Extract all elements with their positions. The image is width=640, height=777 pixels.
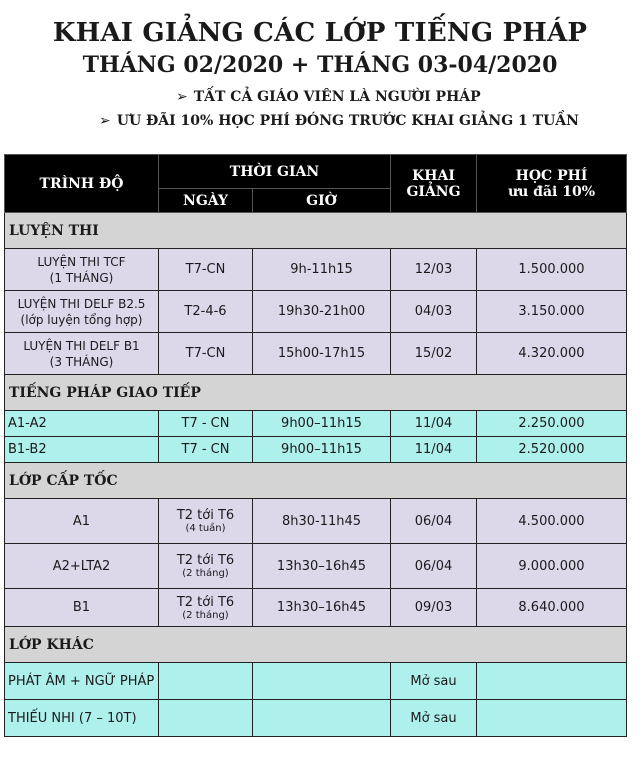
day-cell: T2 tới T6 (2 tháng) <box>159 589 253 627</box>
hour-cell: 9h00–11h15 <box>253 437 391 463</box>
level-cell: LUYỆN THI DELF B2.5 (lớp luyện tổng hợp) <box>5 291 159 333</box>
day-cell: T2 tới T6 (2 tháng) <box>159 544 253 589</box>
day-cell: T7 - CN <box>159 411 253 437</box>
page-title: KHAI GIẢNG CÁC LỚP TIẾNG PHÁP <box>52 18 588 48</box>
fee-cell <box>477 663 627 700</box>
start-cell: 15/02 <box>391 333 477 375</box>
day-cell: T7-CN <box>159 333 253 375</box>
table-row <box>5 544 627 589</box>
section-title: TIẾNG PHÁP GIAO TIẾP <box>5 375 627 411</box>
level-cell: B1 <box>5 589 159 627</box>
hour-cell: 13h30–16h45 <box>253 589 391 627</box>
start-cell: Mở sau <box>391 663 477 700</box>
header-start: KHAI GIẢNG <box>391 155 477 213</box>
arrow-right-icon: ➢ <box>99 113 111 129</box>
level-cell: B1-B2 <box>5 437 159 463</box>
start-cell: Mở sau <box>391 700 477 737</box>
day-cell <box>159 700 253 737</box>
start-cell: 09/03 <box>391 589 477 627</box>
table-row <box>5 663 627 700</box>
start-cell: 04/03 <box>391 291 477 333</box>
table-row <box>5 700 627 737</box>
table-row <box>5 411 627 437</box>
table-row <box>5 333 627 375</box>
table-row <box>5 589 627 627</box>
fee-cell: 4.500.000 <box>477 499 627 544</box>
hour-cell: 19h30-21h00 <box>253 291 391 333</box>
header-time: THỜI GIAN <box>159 155 391 189</box>
hour-cell: 8h30-11h45 <box>253 499 391 544</box>
header-day: NGÀY <box>159 189 253 213</box>
fee-cell <box>477 700 627 737</box>
fee-cell: 8.640.000 <box>477 589 627 627</box>
hour-cell: 13h30–16h45 <box>253 544 391 589</box>
note-discount: ➢ ƯU ĐÃI 10% HỌC PHÍ ĐÓNG TRƯỚC KHAI GIẢNG 1 TUẦN <box>99 113 579 129</box>
day-cell: T7 - CN <box>159 437 253 463</box>
hour-cell <box>253 663 391 700</box>
header-hour: GIỜ <box>253 189 391 213</box>
start-cell: 11/04 <box>391 437 477 463</box>
level-cell: LUYỆN THI DELF B1 (3 THÁNG) <box>5 333 159 375</box>
level-cell: A2+LTA2 <box>5 544 159 589</box>
section-title: LUYỆN THI <box>5 213 627 249</box>
section-title: LỚP CẤP TỐC <box>5 463 627 499</box>
arrow-right-icon: ➢ <box>176 89 188 105</box>
hour-cell: 9h-11h15 <box>253 249 391 291</box>
page-subtitle: THÁNG 02/2020 + THÁNG 03-04/2020 <box>82 52 558 78</box>
fee-cell: 2.250.000 <box>477 411 627 437</box>
table-row <box>5 249 627 291</box>
fee-cell: 4.320.000 <box>477 333 627 375</box>
level-cell: A1 <box>5 499 159 544</box>
day-cell: T2 tới T6 (4 tuần) <box>159 499 253 544</box>
day-cell: T7-CN <box>159 249 253 291</box>
start-cell: 06/04 <box>391 499 477 544</box>
level-cell: THIẾU NHI (7 – 10T) <box>5 700 159 737</box>
level-cell: PHÁT ÂM + NGỮ PHÁP <box>5 663 159 700</box>
header-level: TRÌNH ĐỘ <box>5 155 159 213</box>
level-cell: A1-A2 <box>5 411 159 437</box>
section-title: LỚP KHÁC <box>5 627 627 663</box>
table-row <box>5 291 627 333</box>
day-cell: T2-4-6 <box>159 291 253 333</box>
start-cell: 06/04 <box>391 544 477 589</box>
fee-cell: 3.150.000 <box>477 291 627 333</box>
header-fee: HỌC PHÍ ưu đãi 10% <box>477 155 627 213</box>
hour-cell <box>253 700 391 737</box>
hour-cell: 9h00–11h15 <box>253 411 391 437</box>
level-cell: LUYỆN THI TCF (1 THÁNG) <box>5 249 159 291</box>
table-row <box>5 499 627 544</box>
schedule-table <box>4 154 627 737</box>
fee-cell: 2.520.000 <box>477 437 627 463</box>
start-cell: 11/04 <box>391 411 477 437</box>
note-teachers: ➢ TẤT CẢ GIÁO VIÊN LÀ NGƯỜI PHÁP <box>176 89 481 105</box>
hour-cell: 15h00-17h15 <box>253 333 391 375</box>
table-row <box>5 437 627 463</box>
fee-cell: 1.500.000 <box>477 249 627 291</box>
fee-cell: 9.000.000 <box>477 544 627 589</box>
start-cell: 12/03 <box>391 249 477 291</box>
day-cell <box>159 663 253 700</box>
